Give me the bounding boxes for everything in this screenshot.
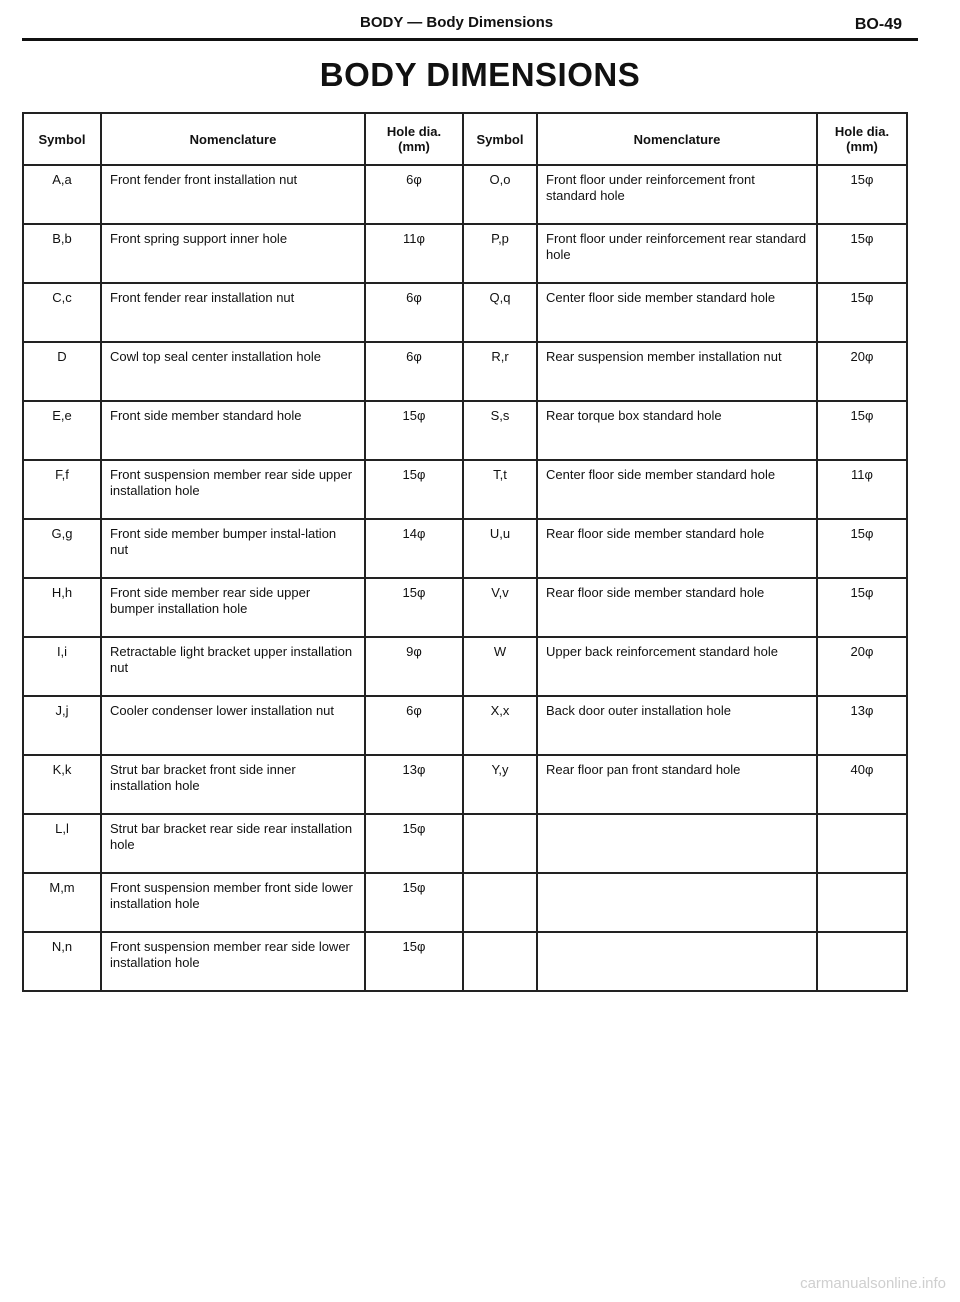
nomenclature-cell: Cowl top seal center installation hole xyxy=(101,342,365,401)
nomenclature-cell: Center floor side member standard hole xyxy=(537,460,817,519)
symbol-cell xyxy=(463,873,537,932)
hole-dia-cell: 6φ xyxy=(365,165,463,224)
table-row xyxy=(23,342,907,401)
symbol-cell: X,x xyxy=(463,696,537,755)
header-nomenclature: Nomenclature xyxy=(101,113,365,165)
hole-dia-cell: 15φ xyxy=(817,165,907,224)
nomenclature-cell: Front side member bumper instal-lation nut xyxy=(101,519,365,578)
nomenclature-cell: Rear floor side member standard hole xyxy=(537,519,817,578)
nomenclature-cell: Strut bar bracket front side inner installation hole xyxy=(101,755,365,814)
symbol-cell: E,e xyxy=(23,401,101,460)
nomenclature-cell: Front suspension member rear side upper installation hole xyxy=(101,460,365,519)
nomenclature-cell: Front floor under reinforcement rear standard hole xyxy=(537,224,817,283)
section-title: BODY — Body Dimensions xyxy=(360,14,554,31)
symbol-cell: W xyxy=(463,637,537,696)
table-row xyxy=(23,814,907,873)
symbol-cell: O,o xyxy=(463,165,537,224)
nomenclature-cell: Front fender front installation nut xyxy=(101,165,365,224)
symbol-cell: S,s xyxy=(463,401,537,460)
table-header xyxy=(23,113,907,165)
nomenclature-cell: Center floor side member standard hole xyxy=(537,283,817,342)
page-title: BODY DIMENSIONS xyxy=(319,56,641,93)
table-row xyxy=(23,932,907,991)
nomenclature-cell xyxy=(537,932,817,991)
symbol-cell: Q,q xyxy=(463,283,537,342)
table-row xyxy=(23,460,907,519)
table-row xyxy=(23,165,907,224)
table-row xyxy=(23,696,907,755)
nomenclature-cell: Front floor under reinforcement front standard hole xyxy=(537,165,817,224)
header-symbol: Symbol xyxy=(463,113,537,165)
symbol-cell: H,h xyxy=(23,578,101,637)
hole-dia-cell: 40φ xyxy=(817,755,907,814)
header-hole-dia: Hole dia. (mm) xyxy=(817,113,907,165)
table-row xyxy=(23,283,907,342)
hole-dia-cell: 13φ xyxy=(365,755,463,814)
nomenclature-cell: Front side member rear side upper bumper installation hole xyxy=(101,578,365,637)
nomenclature-cell: Rear torque box standard hole xyxy=(537,401,817,460)
header-symbol: Symbol xyxy=(23,113,101,165)
symbol-cell: R,r xyxy=(463,342,537,401)
nomenclature-cell: Cooler condenser lower installation nut xyxy=(101,696,365,755)
hole-dia-cell: 15φ xyxy=(365,401,463,460)
hole-dia-cell: 15φ xyxy=(365,460,463,519)
symbol-cell: M,m xyxy=(23,873,101,932)
symbol-cell: T,t xyxy=(463,460,537,519)
hole-dia-cell: 13φ xyxy=(817,696,907,755)
symbol-cell xyxy=(463,932,537,991)
nomenclature-cell: Front side member standard hole xyxy=(101,401,365,460)
hole-dia-cell: 15φ xyxy=(817,578,907,637)
nomenclature-cell: Front suspension member rear side lower installation hole xyxy=(101,932,365,991)
hole-dia-cell: 20φ xyxy=(817,342,907,401)
nomenclature-cell: Strut bar bracket rear side rear installation hole xyxy=(101,814,365,873)
hole-dia-cell xyxy=(817,873,907,932)
symbol-cell: V,v xyxy=(463,578,537,637)
nomenclature-cell: Front spring support inner hole xyxy=(101,224,365,283)
header-row xyxy=(23,113,907,165)
symbol-cell: D xyxy=(23,342,101,401)
symbol-cell: P,p xyxy=(463,224,537,283)
table-row xyxy=(23,401,907,460)
symbol-cell xyxy=(463,814,537,873)
hole-dia-cell: 11φ xyxy=(365,224,463,283)
hole-dia-cell: 6φ xyxy=(365,696,463,755)
page-number: BO-49 xyxy=(854,16,902,33)
nomenclature-cell: Retractable light bracket upper installation nut xyxy=(101,637,365,696)
hole-dia-cell: 15φ xyxy=(817,283,907,342)
nomenclature-cell: Front suspension member front side lower installation hole xyxy=(101,873,365,932)
nomenclature-cell: Back door outer installation hole xyxy=(537,696,817,755)
hole-dia-cell xyxy=(817,932,907,991)
nomenclature-cell xyxy=(537,873,817,932)
table-row xyxy=(23,224,907,283)
symbol-cell: G,g xyxy=(23,519,101,578)
nomenclature-cell: Rear floor side member standard hole xyxy=(537,578,817,637)
watermark-url: carmanualsonline.info xyxy=(800,1275,946,1292)
nomenclature-cell: Rear floor pan front standard hole xyxy=(537,755,817,814)
hole-dia-cell xyxy=(817,814,907,873)
symbol-cell: K,k xyxy=(23,755,101,814)
symbol-cell: B,b xyxy=(23,224,101,283)
symbol-cell: U,u xyxy=(463,519,537,578)
hole-dia-cell: 15φ xyxy=(365,814,463,873)
hole-dia-cell: 15φ xyxy=(365,578,463,637)
hole-dia-cell: 6φ xyxy=(365,283,463,342)
hole-dia-cell: 15φ xyxy=(365,932,463,991)
header-nomenclature: Nomenclature xyxy=(537,113,817,165)
nomenclature-cell: Rear suspension member installation nut xyxy=(537,342,817,401)
table-body xyxy=(23,165,907,991)
nomenclature-cell xyxy=(537,814,817,873)
running-header xyxy=(0,0,960,44)
hole-dia-cell: 15φ xyxy=(817,224,907,283)
table-row xyxy=(23,519,907,578)
nomenclature-cell: Front fender rear installation nut xyxy=(101,283,365,342)
symbol-cell: N,n xyxy=(23,932,101,991)
table-row xyxy=(23,755,907,814)
symbol-cell: C,c xyxy=(23,283,101,342)
hole-dia-cell: 15φ xyxy=(817,519,907,578)
symbol-cell: I,i xyxy=(23,637,101,696)
hole-dia-cell: 15φ xyxy=(365,873,463,932)
symbol-cell: J,j xyxy=(23,696,101,755)
hole-dia-cell: 11φ xyxy=(817,460,907,519)
header-rule xyxy=(22,38,918,41)
symbol-cell: Y,y xyxy=(463,755,537,814)
table-row xyxy=(23,637,907,696)
table-row xyxy=(23,873,907,932)
hole-dia-cell: 14φ xyxy=(365,519,463,578)
nomenclature-cell: Upper back reinforcement standard hole xyxy=(537,637,817,696)
hole-dia-cell: 9φ xyxy=(365,637,463,696)
symbol-cell: F,f xyxy=(23,460,101,519)
dimensions-table xyxy=(22,112,908,992)
symbol-cell: A,a xyxy=(23,165,101,224)
hole-dia-cell: 20φ xyxy=(817,637,907,696)
hole-dia-cell: 15φ xyxy=(817,401,907,460)
header-hole-dia: Hole dia. (mm) xyxy=(365,113,463,165)
symbol-cell: L,l xyxy=(23,814,101,873)
table-row xyxy=(23,578,907,637)
hole-dia-cell: 6φ xyxy=(365,342,463,401)
